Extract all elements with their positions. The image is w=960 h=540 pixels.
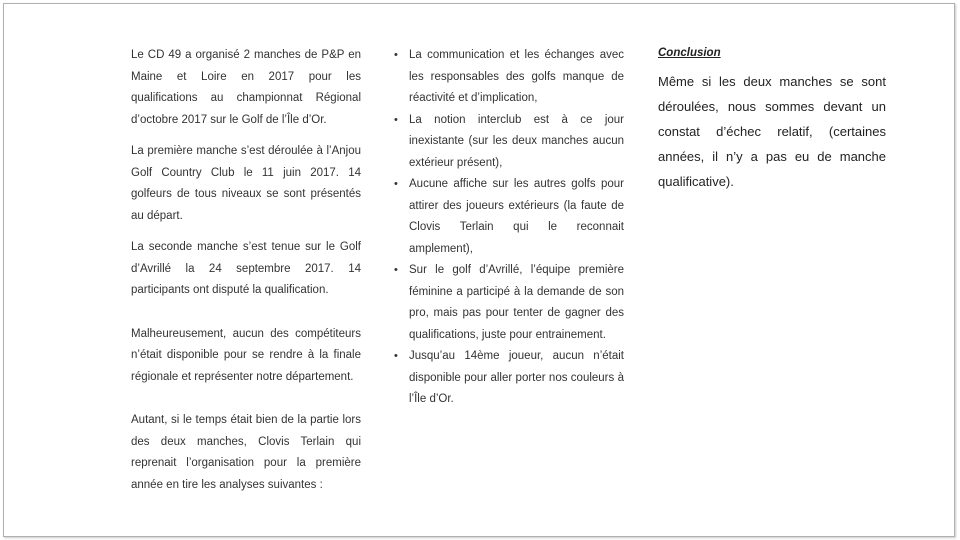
list-item-text: Jusqu’au 14ème joueur, aucun n’était disponible pour aller porter nos couleurs à l’Île d’Or.: [409, 350, 624, 405]
list-item-text: La notion interclub est à ce jour inexistante (sur les deux manches aucun extérieur présent),: [409, 113, 624, 169]
list-item-text: Sur le golf d’Avrillé, l’équipe première féminine a participé à la demande de son pro, mais pas pour tenter de gagner des qualifications, juste pour entrainement.: [409, 264, 624, 341]
paragraph-second-round: La seconde manche s’est tenue sur le Golf d’Avrillé la 24 septembre 2017. 14 participants ont disputé la qualification.: [131, 241, 361, 296]
list-item: [394, 110, 624, 175]
conclusion-text: Même si les deux manches se sont déroulées, nous sommes devant un constat d’échec relatif, (certaines années, il n’y a pas eu de manche qualificative).: [658, 74, 886, 189]
bullet-icon: •: [394, 49, 398, 61]
list-item: [394, 174, 624, 260]
bullet-list-column: [394, 45, 624, 411]
analysis-bullet-list: [394, 45, 624, 411]
paragraph-first-round: La première manche s’est déroulée à l’Anjou Golf Country Club le 11 juin 2017. 14 golfeurs de tous niveaux se sont présentés au départ.: [131, 145, 361, 222]
conclusion-title: Conclusion: [658, 47, 721, 59]
paragraph-intro: Le CD 49 a organisé 2 manches de P&P en Maine et Loire en 2017 pour les qualifications au championnat Régional d’octobre 2017 sur le Golf de l’Île d’Or.: [131, 49, 361, 126]
paragraph-analysis-intro: Autant, si le temps était bien de la partie lors des deux manches, Clovis Terlain qui reprenait l’organisation pour la première année en tire les analyses suivantes :: [131, 414, 361, 491]
bullet-icon: •: [394, 350, 398, 362]
conclusion-column: [658, 43, 886, 194]
list-item-text: Aucune affiche sur les autres golfs pour attirer des joueurs extérieurs (la faute de Clovis Terlain qui le reconnait amplement),: [409, 178, 624, 255]
list-item: [394, 260, 624, 346]
list-item-text: La communication et les échanges avec les responsables des golfs manque de réactivité et d’implication,: [409, 49, 624, 104]
bullet-icon: •: [394, 264, 398, 276]
list-item: [394, 346, 624, 411]
bullet-icon: •: [394, 178, 398, 190]
list-item: [394, 45, 624, 110]
bullet-icon: •: [394, 113, 398, 126]
paragraph-unfortunately: Malheureusement, aucun des compétiteurs n’était disponible pour se rendre à la finale régionale et représenter notre département.: [131, 327, 361, 383]
left-text-column: [131, 45, 361, 506]
